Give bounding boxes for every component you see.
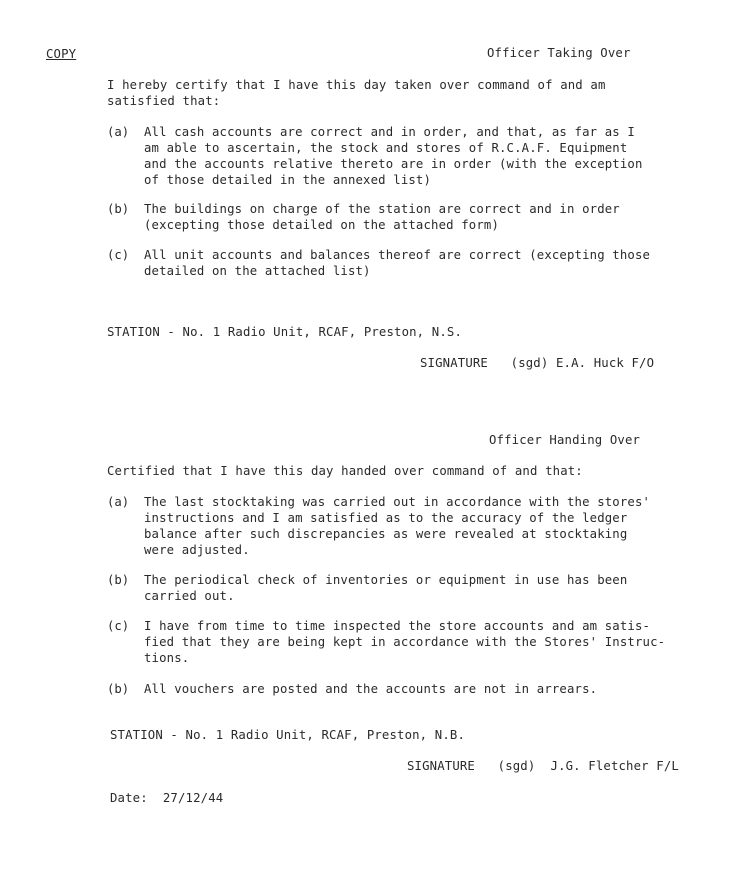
- item-label: (a): [107, 495, 130, 509]
- item-text: The last stocktaking was carried out in accordance with the stores' instructions and I am satisfied as to the accuracy of the ledger balance after such discrepancies as were revealed at stocktaking were adjusted.: [144, 495, 651, 557]
- item-label: (b): [107, 682, 130, 696]
- item-label: (c): [107, 619, 130, 633]
- item-text: All vouchers are posted and the accounts are not in arrears.: [144, 682, 598, 696]
- item-label: (c): [107, 248, 130, 262]
- item-text: The periodical check of inventories or equipment in use has been carried out.: [144, 573, 628, 603]
- item-label: (b): [107, 202, 130, 216]
- item-label: (a): [107, 125, 130, 139]
- handing-over-intro: Certified that I have this day handed over command of and that:: [107, 464, 583, 478]
- copy-mark: COPY: [46, 47, 77, 61]
- item-text: All cash accounts are correct and in order, and that, as far as I am able to ascertain, the stock and stores of R.C.A.F. Equipment and the accounts relative thereto are in order (with the exception of those detailed in the annexed list): [144, 125, 643, 187]
- taking-over-heading: Officer Taking Over: [487, 46, 631, 60]
- document-date: Date: 27/12/44: [110, 791, 224, 805]
- item-text: I have from time to time inspected the store accounts and am satis- fied that they are being kept in accordance with the Stores' Instruc- tions.: [144, 619, 666, 665]
- taking-over-signature: SIGNATURE (sgd) E.A. Huck F/O: [420, 356, 655, 370]
- item-text: All unit accounts and balances thereof are correct (excepting those detailed on the attached list): [144, 248, 651, 278]
- handing-over-station: STATION - No. 1 Radio Unit, RCAF, Preston, N.B.: [110, 728, 466, 742]
- item-text: The buildings on charge of the station are correct and in order (excepting those detailed on the attached form): [144, 202, 620, 232]
- handing-over-heading: Officer Handing Over: [489, 433, 641, 447]
- taking-over-intro: I hereby certify that I have this day taken over command of and am satisfied that:: [107, 78, 606, 108]
- item-label: (b): [107, 573, 130, 587]
- handing-over-signature: SIGNATURE (sgd) J.G. Fletcher F/L: [407, 759, 679, 773]
- taking-over-station: STATION - No. 1 Radio Unit, RCAF, Preston, N.S.: [107, 325, 463, 339]
